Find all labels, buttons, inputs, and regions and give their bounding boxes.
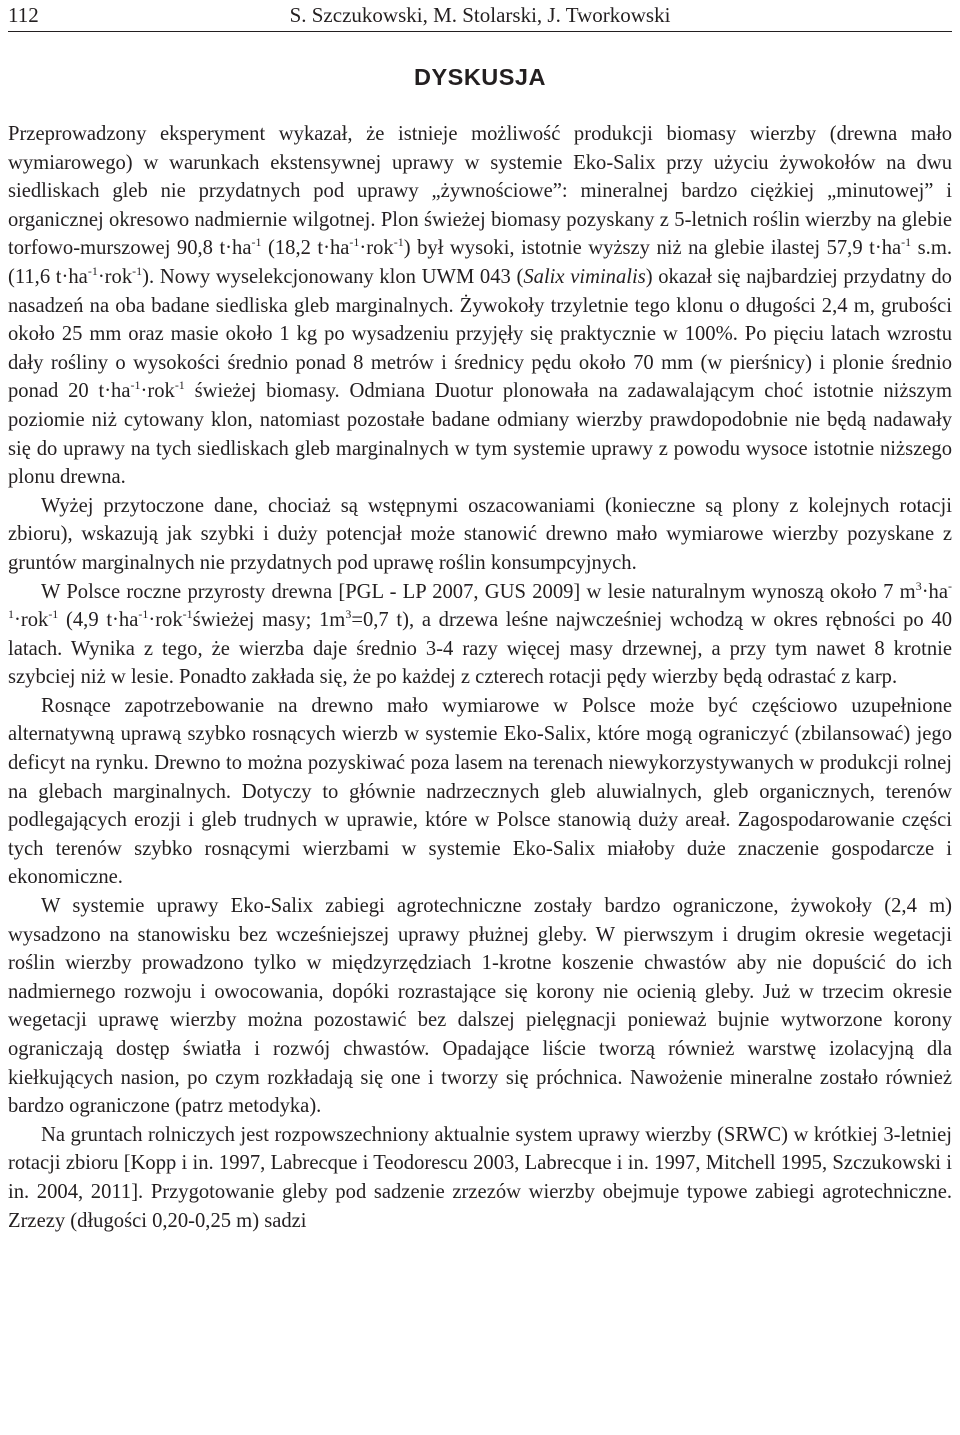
section-title: DYSKUSJA — [414, 64, 546, 90]
header-rule — [8, 31, 952, 32]
superscript: 3 — [915, 578, 922, 593]
superscript: -1 — [138, 607, 149, 622]
superscript: -1 — [48, 607, 59, 622]
paragraph: Przeprowadzony eksperyment wykazał, że istnieje możliwość produkcji biomasy wierzby (drewna mało wymiarowego) w warunkach ekstensywnej uprawy w systemie Eko-Salix przy użyciu żywokołów na dwu siedliskach gleb nie przydatnych pod uprawy „żywnościowe”: mineralnej bardzo ciężkiej „minutowej” i organicznej okresowo nadmiernie wilgotnej. Plon świeżej biomasy pozyskany z 5-letnich roślin wierzby na glebie torfowo-murszowej 90,8 $t\cdot ha^{-1}$ (18,2 $t\cdot ha^{-1}\cdot rok^{-1}$) był wysoki, istotnie wyższy niż na glebie ilastej 57,9 $t\cdot ha^{-1}$ s.m. (11,6 $t\cdot ha^{-1}\cdot rok^{-1}$). Nowy wyselekcjonowany klon UWM 043 (Salix viminalis) okazał się najbardziej przydatny do nasadzeń na oba badane siedliska gleb marginalnych. Żywokoły trzyletnie tego klonu o długości 2,4 m, grubości około 25 mm oraz masie około 1 kg po wysadzeniu przyjęły się praktycznie w 100%. Po pięciu latach wzrostu dały rośliny o wysokości średnio ponad 8 metrów i średnicy pędu około 70 mm (w pierśnicy) i plonie średnio ponad 20 $t\cdot ha^{-1}\cdot rok^{-1}$ świeżej biomasy. Odmiana Duotur plonowała na zadawalającym choć istotnie niższym poziomie niż cytowany klon, natomiast pozostałe badane odmiany wierzby prawdopodobnie nie będą nadawały się do uprawy na tych siedliskach gleb marginalnych w tym systemie uprawy z powodu wysoce istotnie niższego plonu drewna. — [8, 123, 952, 489]
superscript: -1 — [901, 235, 912, 250]
paragraph: Rosnące zapotrzebowanie na drewno mało wymiarowe w Polsce może być częściowo uzupełnione alternatywną uprawą szybko rosnących wierzb w systemie Eko-Salix, które mogą ograniczyć (zbilansować) jego deficyt na rynku. Drewno to można pozyskiwać poza lasem na terenach niewykorzystywanych w produkcji rolnej na glebach marginalnych. Dotyczy to głównie nadrzecznych gleb aluwialnych, gleb organicznych, terenów podlegających erozji i gleb trudnych w uprawie, które w Polsce stanowią duży areał. Zagospodarowanie części tych terenów szybko rosnącymi wierzbami w systemie Eko-Salix miałoby duże znaczenie gospodarcze i ekonomiczne. — [8, 694, 952, 889]
superscript: -1 — [182, 607, 193, 622]
paragraph: Na gruntach rolniczych jest rozpowszechniony aktualnie system uprawy wierzby (SRWC) w krótkiej 3-letniej rotacji zbioru [Kopp i in. 1997, Labrecque i Teodorescu 2003, Labrecque i in. 1997, Mitchell 1995, Szczukowski i in. 2004, 2011]. Przygotowanie gleby pod sadzenie zrzezów wierzby obejmuje typowe zabiegi agrotechniczne. Zrzezy (długości 0,20-0,25 m) sadzi — [8, 1123, 952, 1232]
running-head — [8, 0, 952, 30]
paragraph: W Polsce roczne przyrosty drewna [PGL - LP 2007, GUS 2009] w lesie naturalnym wynoszą około 7 $m^3\cdot ha^{-1}\cdot rok^{-1}$ (4,9 $t\cdot ha^{-1}\cdot rok^{-1}świeżej$ masy; $1m^3=0,7$ t), a drzewa leśne najwcześniej wchodzą w okres rębności po 40 latach. Wynika z tego, że wierzba daje średnio 3-4 razy więcej masy drzewnej, a przy tym nawet 8 krotnie szybciej niż w lesie. Ponadto zakłada się, że po każdej z czterech rotacji pędy wierzby będą odrastać z karp. — [8, 578, 952, 689]
superscript: -1 — [349, 235, 360, 250]
superscript: -1 — [393, 235, 404, 250]
superscript: -1 — [87, 264, 98, 279]
superscript: -1 — [8, 578, 952, 622]
running-head-authors: S. Szczukowski, M. Stolarski, J. Tworkowski — [289, 2, 671, 27]
superscript: -1 — [130, 378, 141, 393]
superscript: -1 — [251, 235, 262, 250]
superscript: 3 — [345, 607, 352, 622]
page-number: 112 — [8, 2, 39, 27]
superscript: -1 — [174, 378, 185, 393]
paragraph: Wyżej przytoczone dane, chociaż są wstępnymi oszacowaniami (konieczne są plony z kolejnych rotacji zbioru), wskazują jak szybki i duży potencjał może stanowić drewno mało wymiarowe wierzby pozyskane z gruntów marginalnych nie przydatnych pod uprawę roślin konsumpcyjnych. — [8, 494, 952, 574]
superscript: -1 — [132, 264, 143, 279]
italic-term: Salix viminalis — [523, 265, 646, 288]
paragraph: W systemie uprawy Eko-Salix zabiegi agrotechniczne zostały bardzo ograniczone, żywokoły (2,4 m) wysadzono na stanowisku bez wcześniejszej uprawy płużnej gleby. W pierwszym i drugim okresie wegetacji roślin wierzby prowadzono tylko w międzyrzędziach 1-krotne koszenie chwastów aby nie dopuścić do ich nadmiernego rozwoju i owocowania, dopóki rozrastające się korony nie ocienią gleby. Już w trzecim okresie wegetacji uprawę wierzby można pozostawić bez dalszej pielęgnacji ponieważ bujnie wytworzone korony ograniczają dostęp światła i rozwój chwastów. Opadające liście tworzą również warstwę izolacyjną dla kiełkujących nasion, po czym rozkładają się one i tworzy się próchnica. Nawożenie mineralne zostało również bardzo ograniczone (patrz metodyka). — [8, 895, 952, 1118]
body-text — [8, 120, 952, 1235]
